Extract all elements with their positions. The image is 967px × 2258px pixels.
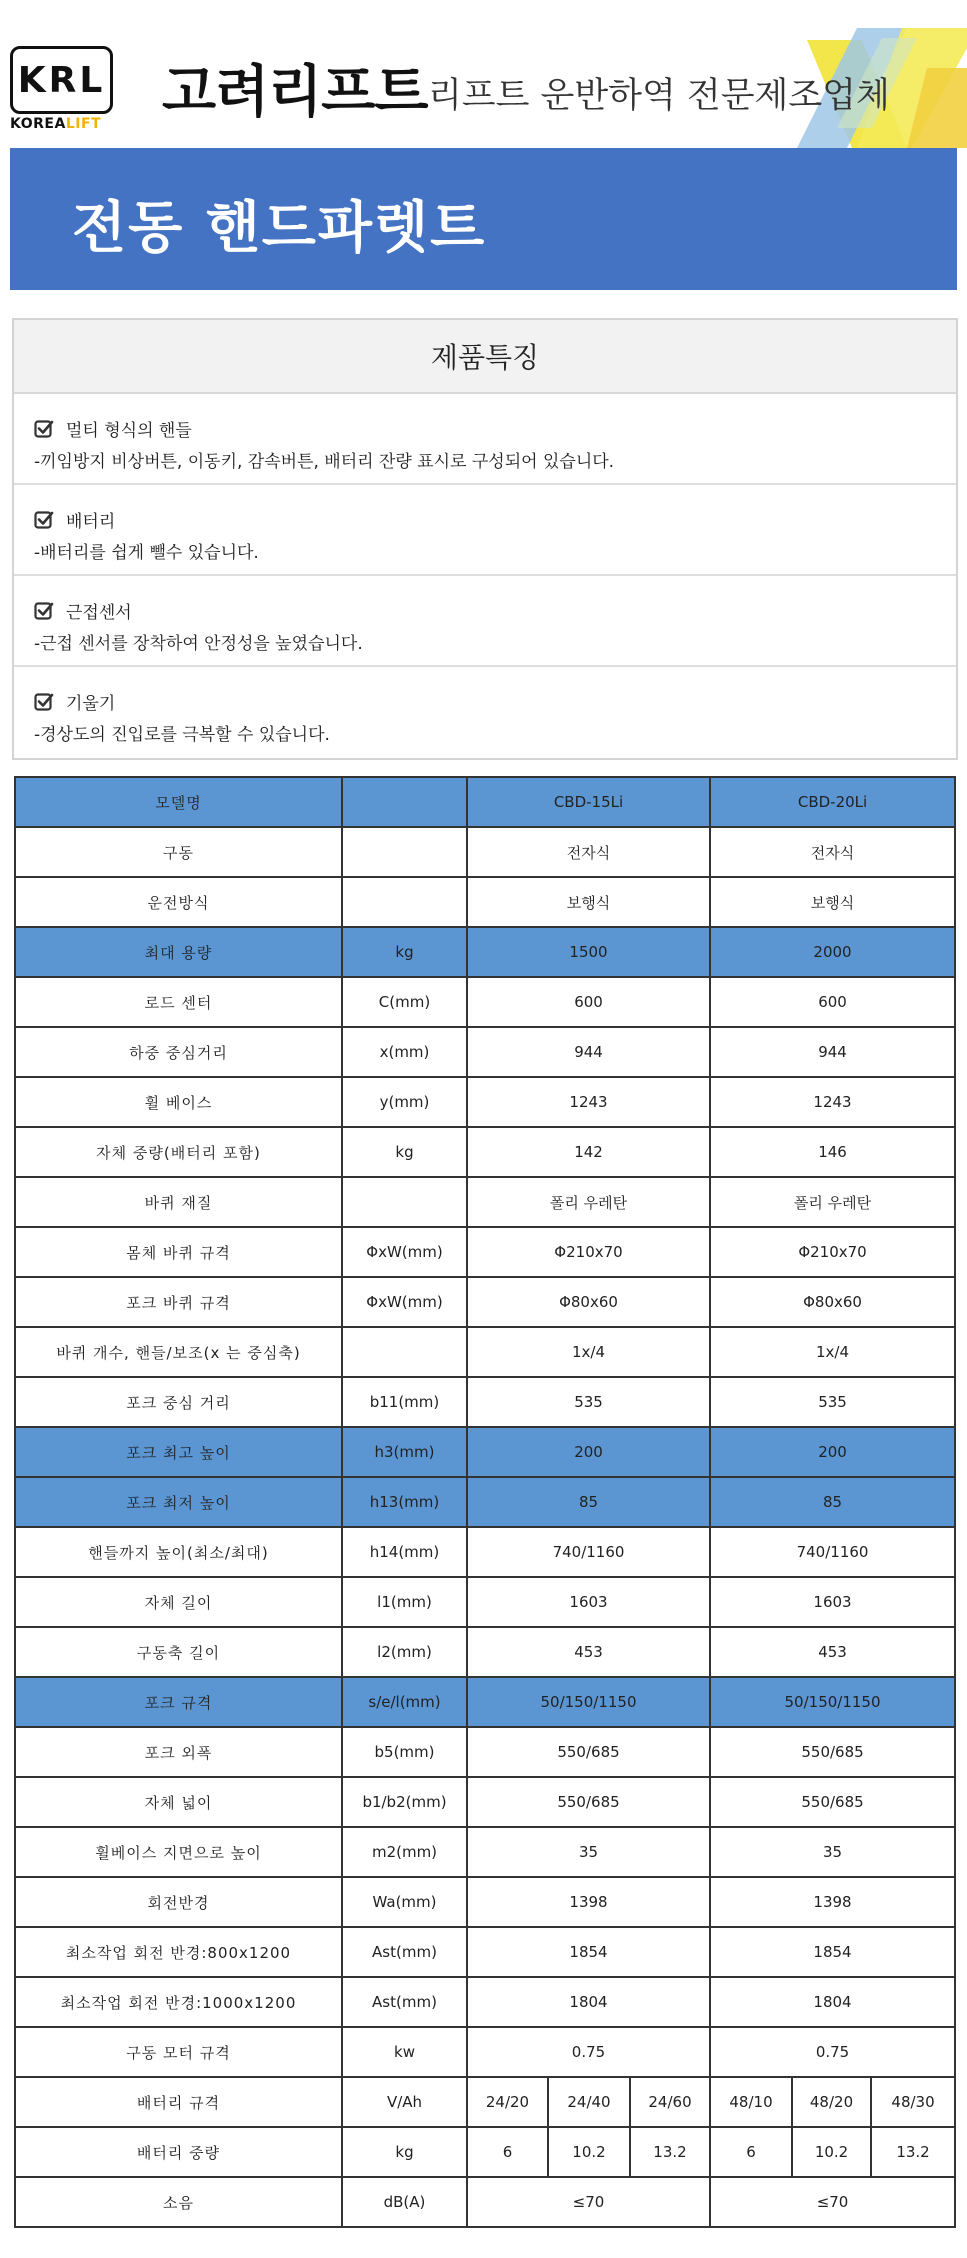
spec-value-cbd-20li: 폴리 우레탄 xyxy=(710,1177,955,1227)
spec-row xyxy=(15,1877,955,1927)
logo-sub-lift: LIFT xyxy=(65,116,102,132)
spec-row xyxy=(15,1327,955,1377)
spec-unit: y(mm) xyxy=(342,1077,467,1127)
spec-label: 배터리 규격 xyxy=(15,2077,342,2127)
spec-unit: kg xyxy=(342,927,467,977)
spec-value-cbd-20li: 2000 xyxy=(710,927,955,977)
spec-value-cbd-15li: CBD-15Li xyxy=(467,777,710,827)
spec-value: 13.2 xyxy=(630,2127,710,2177)
spec-value-cbd-20li: CBD-20Li xyxy=(710,777,955,827)
feature-item xyxy=(14,394,956,485)
feature-description: -경상도의 진입로를 극복할 수 있습니다. xyxy=(34,725,330,745)
spec-value-cbd-20li: 1804 xyxy=(710,1977,955,2027)
spec-value-cbd-15li: 50/150/1150 xyxy=(467,1677,710,1727)
spec-label: 운전방식 xyxy=(15,877,342,927)
spec-value-cbd-15li: 740/1160 xyxy=(467,1527,710,1577)
spec-value-cbd-20li: 0.75 xyxy=(710,2027,955,2077)
logo-sub-korea: KOREA xyxy=(10,116,66,132)
spec-value-cbd-15li: Φ210x70 xyxy=(467,1227,710,1277)
logo-subtitle xyxy=(10,116,101,132)
feature-title-row xyxy=(34,598,956,623)
spec-row xyxy=(15,1077,955,1127)
spec-value: 24/20 xyxy=(467,2077,548,2127)
spec-value-cbd-15li: 폴리 우레탄 xyxy=(467,1177,710,1227)
spec-row xyxy=(15,777,955,827)
spec-unit xyxy=(342,1177,467,1227)
feature-title-row xyxy=(34,507,956,532)
spec-label: 최대 용량 xyxy=(15,927,342,977)
spec-label: 최소작업 회전 반경:800x1200 xyxy=(15,1927,342,1977)
spec-value-cbd-15li: 200 xyxy=(467,1427,710,1477)
feature-title: 배터리 xyxy=(66,512,116,532)
spec-label: 휠베이스 지면으로 높이 xyxy=(15,1827,342,1877)
spec-unit: kg xyxy=(342,2127,467,2177)
spec-value-cbd-15li: 85 xyxy=(467,1477,710,1527)
feature-item xyxy=(14,667,956,758)
spec-row xyxy=(15,1027,955,1077)
spec-row xyxy=(15,1177,955,1227)
spec-value: 24/60 xyxy=(630,2077,710,2127)
spec-unit: dB(A) xyxy=(342,2177,467,2227)
spec-value-cbd-20li: 740/1160 xyxy=(710,1527,955,1577)
title-banner xyxy=(10,148,957,290)
spec-value-cbd-15li: 0.75 xyxy=(467,2027,710,2077)
spec-value: 48/10 xyxy=(710,2077,792,2127)
spec-value-cbd-15li: 1x/4 xyxy=(467,1327,710,1377)
feature-description: -근접 센서를 장착하여 안정성을 높였습니다. xyxy=(34,634,363,654)
spec-value-cbd-15li: 453 xyxy=(467,1627,710,1677)
spec-unit xyxy=(342,827,467,877)
spec-label: 휠 베이스 xyxy=(15,1077,342,1127)
spec-row xyxy=(15,2177,955,2227)
spec-value: 10.2 xyxy=(792,2127,871,2177)
spec-label: 자체 넓이 xyxy=(15,1777,342,1827)
spec-row xyxy=(15,1777,955,1827)
spec-value: 10.2 xyxy=(548,2127,630,2177)
spec-unit: x(mm) xyxy=(342,1027,467,1077)
spec-row xyxy=(15,877,955,927)
brand-name: 고려리프트 xyxy=(162,60,428,125)
check-square-icon xyxy=(34,601,54,621)
spec-value: 48/20 xyxy=(792,2077,871,2127)
logo-text: KRL xyxy=(17,59,106,101)
spec-value: 13.2 xyxy=(871,2127,955,2177)
spec-unit: l1(mm) xyxy=(342,1577,467,1627)
feature-description: -배터리를 쉽게 뺄수 있습니다. xyxy=(34,543,259,563)
spec-value-cbd-15li: ≤70 xyxy=(467,2177,710,2227)
spec-label: 배터리 중량 xyxy=(15,2127,342,2177)
spec-row xyxy=(15,1377,955,1427)
spec-label: 포크 바퀴 규격 xyxy=(15,1277,342,1327)
spec-label: 구동 xyxy=(15,827,342,877)
spec-row xyxy=(15,1627,955,1677)
check-square-icon xyxy=(34,419,54,439)
spec-unit: Ast(mm) xyxy=(342,1977,467,2027)
spec-row xyxy=(15,927,955,977)
spec-value-cbd-15li: 1854 xyxy=(467,1927,710,1977)
spec-value-cbd-20li: 600 xyxy=(710,977,955,1027)
spec-unit: Wa(mm) xyxy=(342,1877,467,1927)
spec-value-cbd-20li: 550/685 xyxy=(710,1727,955,1777)
spec-label: 회전반경 xyxy=(15,1877,342,1927)
spec-value-cbd-20li: 보행식 xyxy=(710,877,955,927)
spec-label: 자체 중량(배터리 포함) xyxy=(15,1127,342,1177)
spec-value-cbd-20li: ≤70 xyxy=(710,2177,955,2227)
spec-unit: l2(mm) xyxy=(342,1627,467,1677)
spec-value-cbd-15li: 1603 xyxy=(467,1577,710,1627)
spec-unit: m2(mm) xyxy=(342,1827,467,1877)
spec-label: 몸체 바퀴 규격 xyxy=(15,1227,342,1277)
spec-value-cbd-20li: 944 xyxy=(710,1027,955,1077)
spec-label: 구동축 길이 xyxy=(15,1627,342,1677)
spec-label: 자체 길이 xyxy=(15,1577,342,1627)
spec-unit: b5(mm) xyxy=(342,1727,467,1777)
spec-row xyxy=(15,2127,955,2177)
krl-logo xyxy=(10,46,113,114)
spec-row xyxy=(15,2077,955,2127)
feature-title: 멀티 형식의 핸들 xyxy=(66,421,192,441)
spec-value-cbd-20li: 50/150/1150 xyxy=(710,1677,955,1727)
spec-unit: h14(mm) xyxy=(342,1527,467,1577)
feature-list xyxy=(14,394,956,758)
spec-table xyxy=(14,776,956,2228)
spec-value-cbd-20li: 453 xyxy=(710,1627,955,1677)
spec-value-cbd-15li: 1804 xyxy=(467,1977,710,2027)
spec-unit: Ast(mm) xyxy=(342,1927,467,1977)
feature-title: 기울기 xyxy=(66,694,116,714)
spec-value-cbd-15li: 35 xyxy=(467,1827,710,1877)
spec-row xyxy=(15,2027,955,2077)
spec-value: 6 xyxy=(467,2127,548,2177)
check-square-icon xyxy=(34,510,54,530)
spec-value-cbd-20li: Φ80x60 xyxy=(710,1277,955,1327)
spec-label: 구동 모터 규격 xyxy=(15,2027,342,2077)
spec-row xyxy=(15,1127,955,1177)
page-title: 전동 핸드파렛트 xyxy=(72,196,487,261)
spec-value-cbd-20li: 85 xyxy=(710,1477,955,1527)
spec-label: 모델명 xyxy=(15,777,342,827)
feature-item xyxy=(14,485,956,576)
spec-label: 핸들까지 높이(최소/최대) xyxy=(15,1527,342,1577)
check-square-icon xyxy=(34,692,54,712)
feature-description: -끼임방지 비상버튼, 이동키, 감속버튼, 배터리 잔량 표시로 구성되어 있습니다. xyxy=(34,452,615,472)
spec-unit: h13(mm) xyxy=(342,1477,467,1527)
spec-unit xyxy=(342,1327,467,1377)
features-header xyxy=(14,320,956,394)
spec-value-cbd-15li: 1398 xyxy=(467,1877,710,1927)
spec-value-cbd-20li: 35 xyxy=(710,1827,955,1877)
spec-unit: b11(mm) xyxy=(342,1377,467,1427)
spec-label: 로드 센터 xyxy=(15,977,342,1027)
spec-row xyxy=(15,1827,955,1877)
spec-value-cbd-15li: 142 xyxy=(467,1127,710,1177)
spec-value-cbd-20li: 550/685 xyxy=(710,1777,955,1827)
features-title: 제품특징 xyxy=(430,341,540,374)
logo-box xyxy=(10,46,113,114)
spec-label: 포크 규격 xyxy=(15,1677,342,1727)
spec-unit: ΦxW(mm) xyxy=(342,1227,467,1277)
spec-unit: ΦxW(mm) xyxy=(342,1277,467,1327)
spec-value-cbd-20li: 1603 xyxy=(710,1577,955,1627)
spec-value-cbd-15li: 550/685 xyxy=(467,1777,710,1827)
features-panel xyxy=(12,318,958,760)
spec-unit: s/e/l(mm) xyxy=(342,1677,467,1727)
spec-value-cbd-20li: 1x/4 xyxy=(710,1327,955,1377)
page-header xyxy=(0,0,967,148)
spec-value-cbd-20li: 1398 xyxy=(710,1877,955,1927)
spec-row xyxy=(15,1527,955,1577)
feature-title: 근접센서 xyxy=(66,603,132,623)
spec-value: 48/30 xyxy=(871,2077,955,2127)
spec-label: 최소작업 회전 반경:1000x1200 xyxy=(15,1977,342,2027)
spec-unit: V/Ah xyxy=(342,2077,467,2127)
spec-value-cbd-20li: 146 xyxy=(710,1127,955,1177)
spec-row xyxy=(15,1277,955,1327)
spec-value-cbd-20li: 200 xyxy=(710,1427,955,1477)
spec-row xyxy=(15,827,955,877)
feature-title-row xyxy=(34,689,956,714)
spec-value-cbd-20li: 1854 xyxy=(710,1927,955,1977)
feature-title-row xyxy=(34,416,956,441)
spec-row xyxy=(15,1927,955,1977)
spec-value-cbd-20li: 전자식 xyxy=(710,827,955,877)
spec-row xyxy=(15,1477,955,1527)
spec-row xyxy=(15,1727,955,1777)
spec-unit: h3(mm) xyxy=(342,1427,467,1477)
spec-row xyxy=(15,1427,955,1477)
spec-label: 포크 최저 높이 xyxy=(15,1477,342,1527)
spec-unit xyxy=(342,777,467,827)
spec-label: 포크 외폭 xyxy=(15,1727,342,1777)
spec-label: 포크 최고 높이 xyxy=(15,1427,342,1477)
spec-label: 포크 중심 거리 xyxy=(15,1377,342,1427)
spec-unit: b1/b2(mm) xyxy=(342,1777,467,1827)
spec-value-cbd-20li: 535 xyxy=(710,1377,955,1427)
feature-item xyxy=(14,576,956,667)
spec-value-cbd-20li: 1243 xyxy=(710,1077,955,1127)
spec-value: 6 xyxy=(710,2127,792,2177)
spec-row xyxy=(15,1227,955,1277)
spec-label: 바퀴 재질 xyxy=(15,1177,342,1227)
spec-row xyxy=(15,977,955,1027)
spec-unit: kw xyxy=(342,2027,467,2077)
spec-value-cbd-15li: 550/685 xyxy=(467,1727,710,1777)
spec-unit xyxy=(342,877,467,927)
spec-value-cbd-15li: 1243 xyxy=(467,1077,710,1127)
spec-value-cbd-15li: 944 xyxy=(467,1027,710,1077)
spec-label: 바퀴 개수, 핸들/보조(x 는 중심축) xyxy=(15,1327,342,1377)
spec-value-cbd-15li: Φ80x60 xyxy=(467,1277,710,1327)
spec-value-cbd-15li: 535 xyxy=(467,1377,710,1427)
spec-value-cbd-15li: 전자식 xyxy=(467,827,710,877)
spec-label: 소음 xyxy=(15,2177,342,2227)
spec-row xyxy=(15,1977,955,2027)
spec-unit: C(mm) xyxy=(342,977,467,1027)
tagline: 리프트 운반하역 전문제조업체 xyxy=(428,76,890,116)
spec-row xyxy=(15,1577,955,1627)
spec-value-cbd-20li: Φ210x70 xyxy=(710,1227,955,1277)
spec-value-cbd-15li: 1500 xyxy=(467,927,710,977)
spec-row xyxy=(15,1677,955,1727)
spec-value-cbd-15li: 600 xyxy=(467,977,710,1027)
spec-unit: kg xyxy=(342,1127,467,1177)
spec-label: 하중 중심거리 xyxy=(15,1027,342,1077)
spec-value-cbd-15li: 보행식 xyxy=(467,877,710,927)
spec-value: 24/40 xyxy=(548,2077,630,2127)
